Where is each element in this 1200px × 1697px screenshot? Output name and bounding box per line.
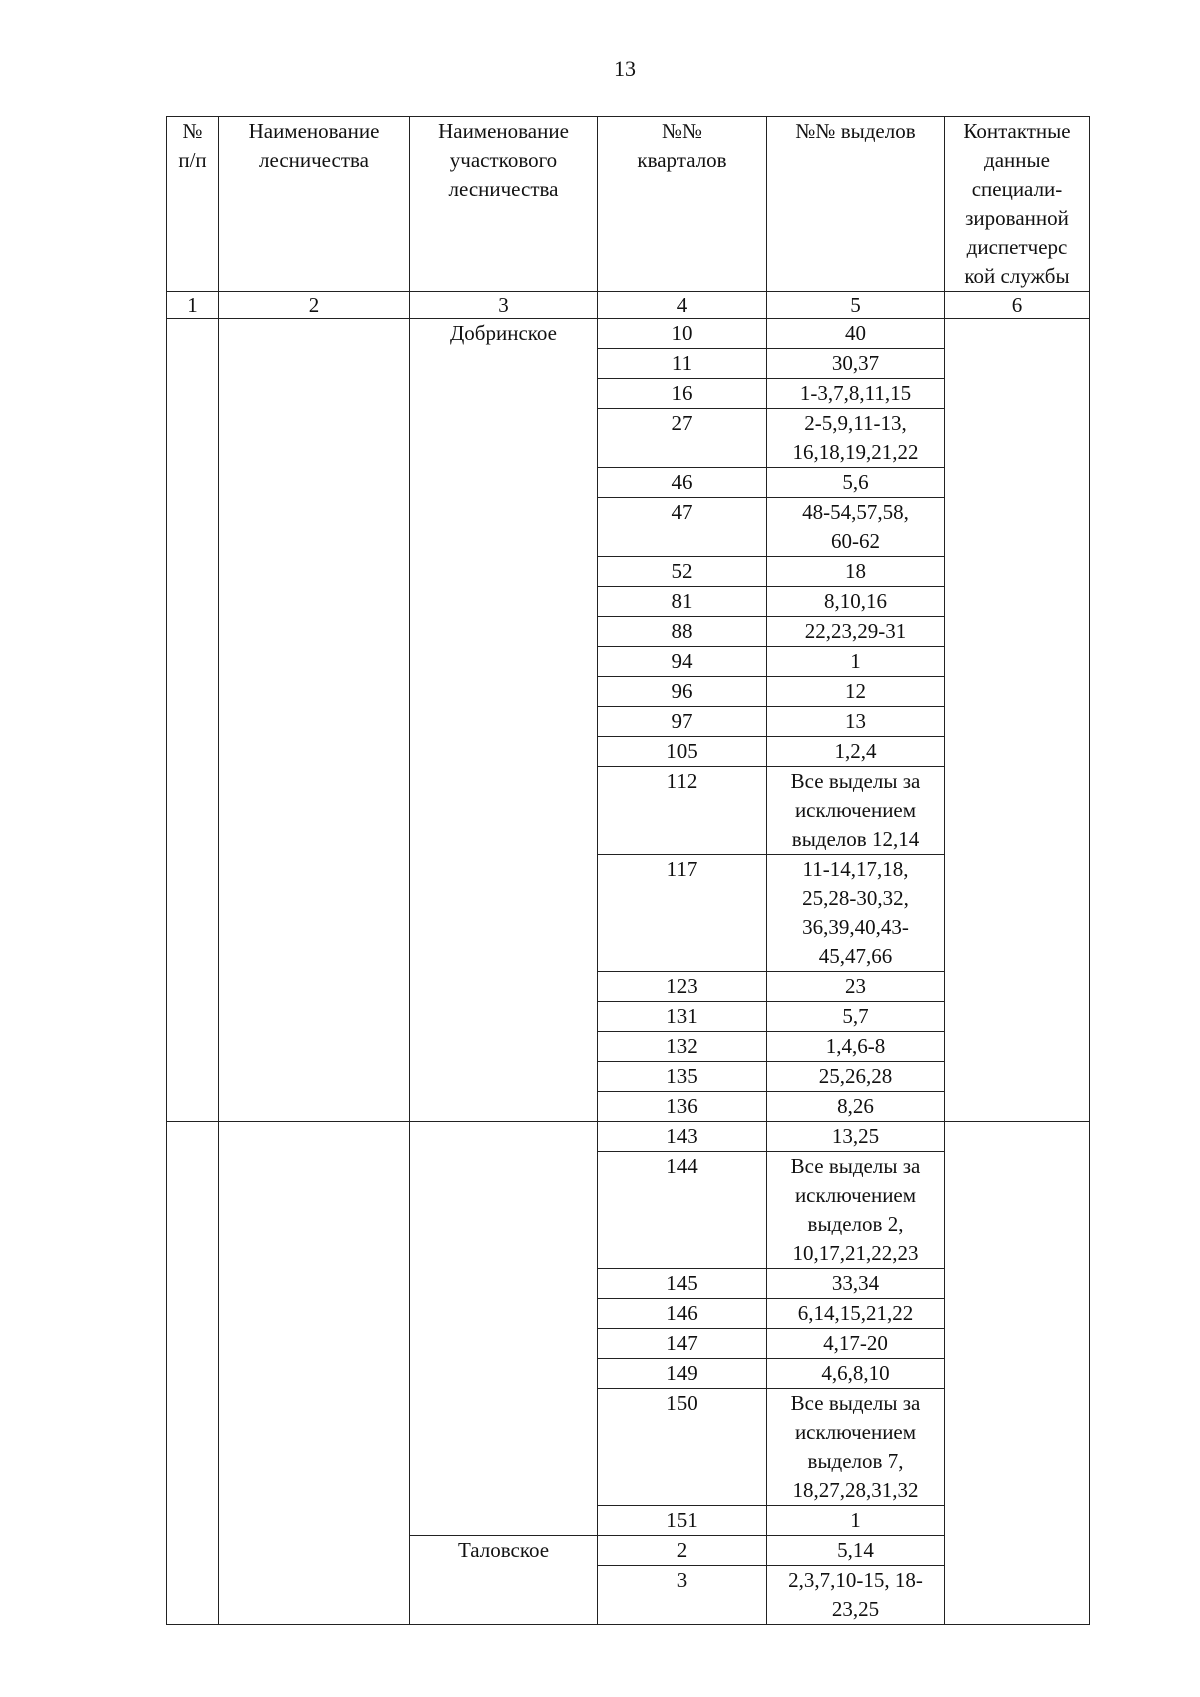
vydely-cell: 5,14 [767, 1536, 945, 1566]
kvartal-cell: 145 [598, 1269, 767, 1299]
kvartal-cell: 46 [598, 468, 767, 498]
kvartal-cell: 88 [598, 617, 767, 647]
kvartal-cell: 10 [598, 319, 767, 349]
vydely-cell: 2,3,7,10-15, 18- 23,25 [767, 1566, 945, 1625]
district-forestry-cell [410, 1389, 598, 1506]
kvartal-cell: 151 [598, 1506, 767, 1536]
district-forestry-cell [410, 677, 598, 707]
header-district-forestry: Наименование участкового лесничества [410, 117, 598, 292]
district-forestry-cell [410, 498, 598, 557]
kvartal-cell: 144 [598, 1152, 767, 1269]
kvartal-cell: 2 [598, 1536, 767, 1566]
district-forestry-cell [410, 587, 598, 617]
kvartal-cell: 52 [598, 557, 767, 587]
district-forestry-cell [410, 855, 598, 972]
vydely-cell: 12 [767, 677, 945, 707]
district-forestry-cell: Добринское [410, 319, 598, 349]
contacts-cell [945, 1536, 1090, 1625]
kvartal-cell: 135 [598, 1062, 767, 1092]
kvartal-cell: 132 [598, 1032, 767, 1062]
table-row [167, 1122, 1090, 1152]
district-forestry-cell [410, 409, 598, 468]
vydely-cell: 30,37 [767, 349, 945, 379]
vydely-cell: Все выделы за исключением выделов 7, 18,27,28,31,32 [767, 1389, 945, 1506]
column-number: 2 [219, 292, 410, 319]
district-forestry-cell [410, 707, 598, 737]
kvartal-cell: 105 [598, 737, 767, 767]
kvartal-cell: 150 [598, 1389, 767, 1506]
kvartal-cell: 117 [598, 855, 767, 972]
district-forestry-cell [410, 617, 598, 647]
kvartal-cell: 81 [598, 587, 767, 617]
vydely-cell: 48-54,57,58, 60-62 [767, 498, 945, 557]
vydely-cell: 8,10,16 [767, 587, 945, 617]
kvartal-cell: 131 [598, 1002, 767, 1032]
vydely-cell: 13 [767, 707, 945, 737]
kvartal-cell: 16 [598, 379, 767, 409]
column-number: 6 [945, 292, 1090, 319]
kvartal-cell: 94 [598, 647, 767, 677]
district-forestry-cell [410, 1092, 598, 1122]
vydely-cell: 4,17-20 [767, 1329, 945, 1359]
vydely-cell: 33,34 [767, 1269, 945, 1299]
header-index: № п/п [167, 117, 219, 292]
header-row [167, 117, 1090, 292]
vydely-cell: Все выделы за исключением выделов 2, 10,17,21,22,23 [767, 1152, 945, 1269]
header-vydely: №№ выделов [767, 117, 945, 292]
district-forestry-cell [410, 1506, 598, 1536]
column-number: 4 [598, 292, 767, 319]
district-forestry-cell [410, 1032, 598, 1062]
page-number: 13 [614, 56, 636, 81]
kvartal-cell: 96 [598, 677, 767, 707]
column-number: 3 [410, 292, 598, 319]
kvartal-cell: 146 [598, 1299, 767, 1329]
index-cell [167, 319, 219, 1122]
vydely-cell: 25,26,28 [767, 1062, 945, 1092]
district-forestry-cell [410, 647, 598, 677]
table-row [167, 1536, 1090, 1566]
column-number: 5 [767, 292, 945, 319]
district-forestry-cell [410, 1299, 598, 1329]
index-cell [167, 1122, 219, 1536]
forestry-table [166, 116, 1090, 1625]
kvartal-cell: 97 [598, 707, 767, 737]
kvartal-cell: 47 [598, 498, 767, 557]
district-forestry-cell [410, 767, 598, 855]
kvartal-cell: 11 [598, 349, 767, 379]
district-forestry-cell [410, 1062, 598, 1092]
vydely-cell: 23 [767, 972, 945, 1002]
vydely-cell: 1 [767, 647, 945, 677]
kvartal-cell: 3 [598, 1566, 767, 1625]
vydely-cell: 1,2,4 [767, 737, 945, 767]
district-forestry-cell [410, 1359, 598, 1389]
district-forestry-cell [410, 1269, 598, 1299]
vydely-cell: 1,4,6-8 [767, 1032, 945, 1062]
district-forestry-cell [410, 349, 598, 379]
kvartal-cell: 136 [598, 1092, 767, 1122]
district-forestry-cell [410, 737, 598, 767]
vydely-cell: 5,6 [767, 468, 945, 498]
column-number-row [167, 292, 1090, 319]
district-forestry-cell [410, 379, 598, 409]
district-forestry-cell [410, 1122, 598, 1152]
kvartal-cell: 112 [598, 767, 767, 855]
district-forestry-cell [410, 468, 598, 498]
district-forestry-cell: Таловское [410, 1536, 598, 1566]
header-forestry: Наименование лесничества [219, 117, 410, 292]
kvartal-cell: 143 [598, 1122, 767, 1152]
vydely-cell: 1-3,7,8,11,15 [767, 379, 945, 409]
vydely-cell: 8,26 [767, 1092, 945, 1122]
district-forestry-cell [410, 1152, 598, 1269]
kvartal-cell: 147 [598, 1329, 767, 1359]
vydely-cell: 6,14,15,21,22 [767, 1299, 945, 1329]
kvartal-cell: 149 [598, 1359, 767, 1389]
vydely-cell: 2-5,9,11-13, 16,18,19,21,22 [767, 409, 945, 468]
vydely-cell: 5,7 [767, 1002, 945, 1032]
forestry-cell [219, 319, 410, 1122]
column-number: 1 [167, 292, 219, 319]
vydely-cell: 11-14,17,18, 25,28-30,32, 36,39,40,43- 45,47,66 [767, 855, 945, 972]
header-contacts: Контактные данные специали- зированной диспетчерс кой службы [945, 117, 1090, 292]
vydely-cell: 22,23,29-31 [767, 617, 945, 647]
vydely-cell: 13,25 [767, 1122, 945, 1152]
district-forestry-cell [410, 1002, 598, 1032]
header-kvartals: №№ кварталов [598, 117, 767, 292]
kvartal-cell: 27 [598, 409, 767, 468]
vydely-cell: 1 [767, 1506, 945, 1536]
vydely-cell: Все выделы за исключением выделов 12,14 [767, 767, 945, 855]
vydely-cell: 40 [767, 319, 945, 349]
contacts-cell [945, 319, 1090, 1122]
vydely-cell: 18 [767, 557, 945, 587]
forestry-cell [219, 1536, 410, 1625]
district-forestry-cell [410, 1566, 598, 1625]
contacts-cell [945, 1122, 1090, 1536]
district-forestry-cell [410, 972, 598, 1002]
index-cell [167, 1536, 219, 1625]
table-body [167, 319, 1090, 1625]
district-forestry-cell [410, 1329, 598, 1359]
forestry-cell [219, 1122, 410, 1536]
vydely-cell: 4,6,8,10 [767, 1359, 945, 1389]
kvartal-cell: 123 [598, 972, 767, 1002]
table-row [167, 319, 1090, 349]
district-forestry-cell [410, 557, 598, 587]
